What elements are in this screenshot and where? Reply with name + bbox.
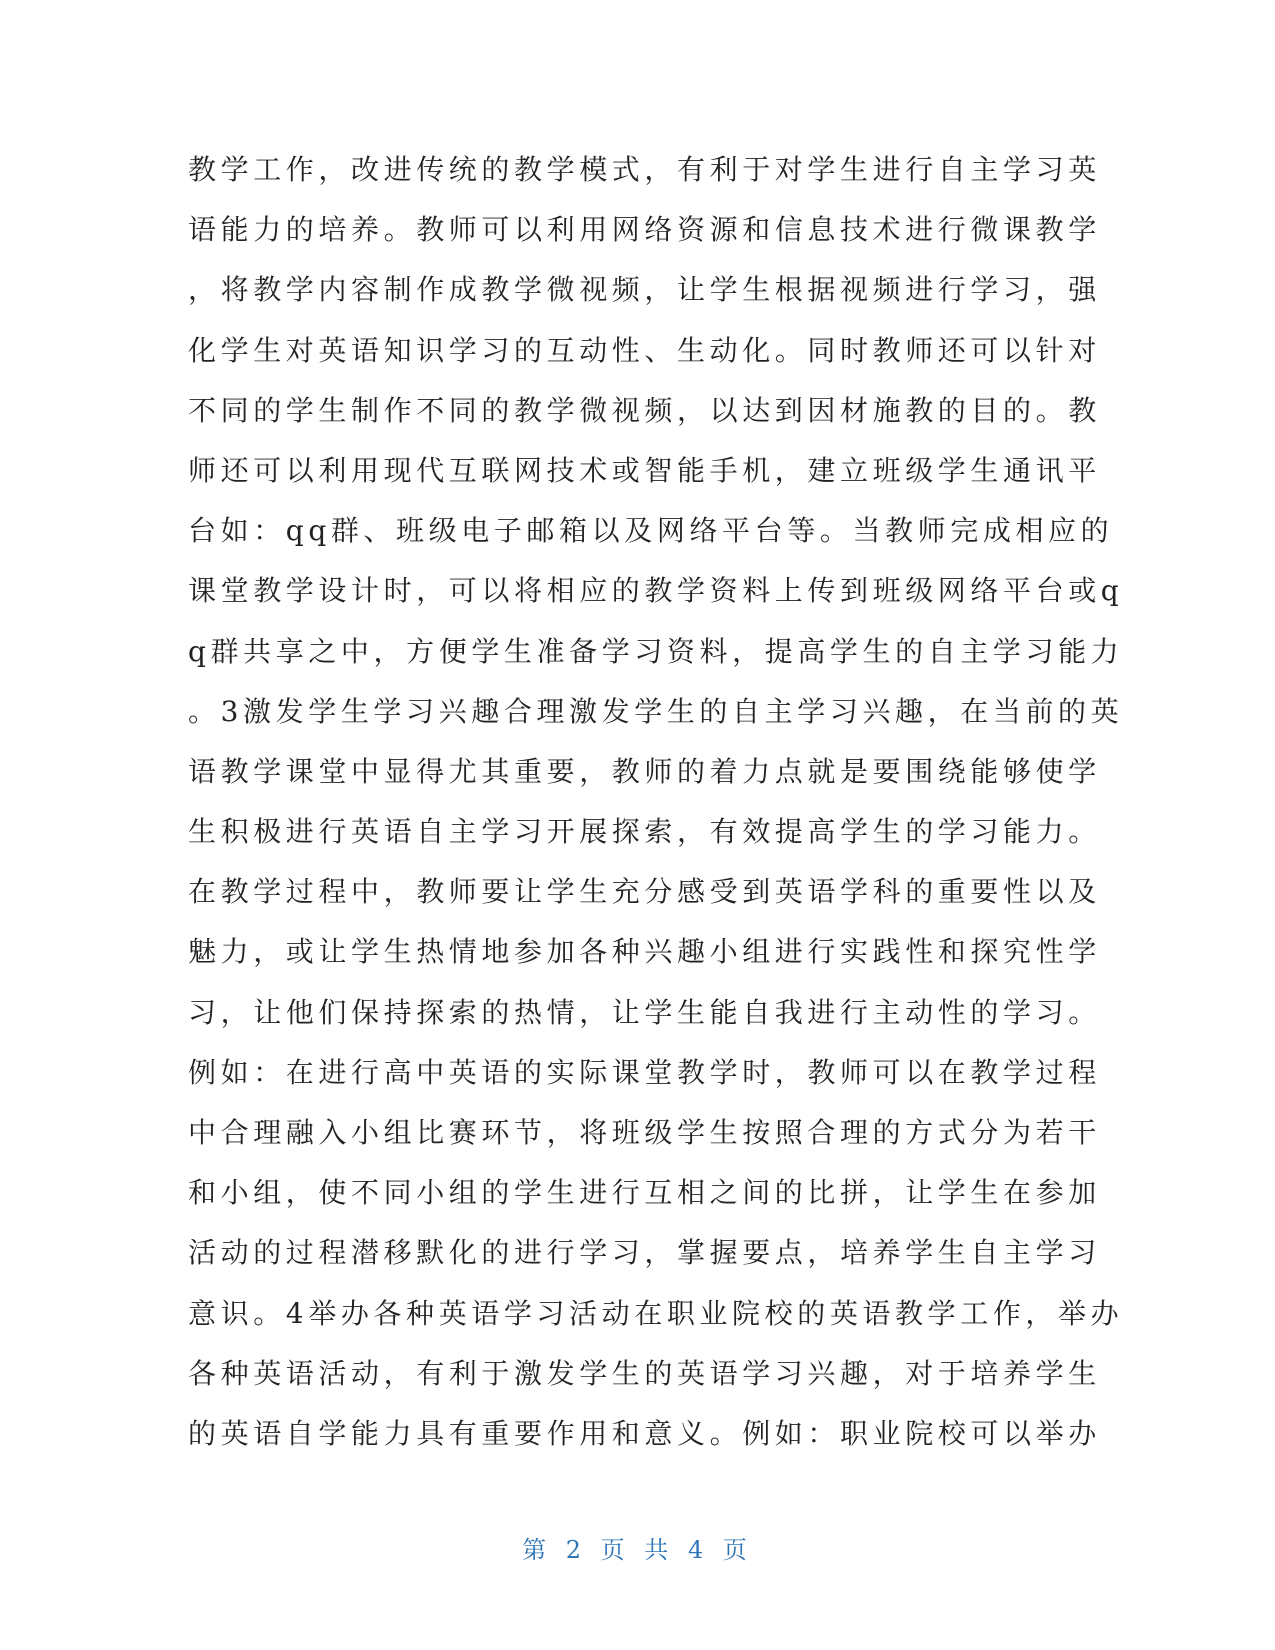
text-line: 生积极进行英语自主学习开展探索，有效提高学生的学习能力。 [188,815,1101,849]
text-line: 课堂教学设计时，可以将相应的教学资料上传到班级网络平台或q [188,574,1124,608]
text-line: 在教学过程中，教师要让学生充分感受到英语学科的重要性以及 [188,875,1101,909]
text-line: ，将教学内容制作成教学微视频，让学生根据视频进行学习，强 [188,273,1101,307]
text-line: 中合理融入小组比赛环节，将班级学生按照合理的方式分为若干 [188,1116,1101,1149]
text-line: 化学生对英语知识学习的互动性、生动化。同时教师还可以针对 [188,333,1101,367]
text-line: 的英语自学能力具有重要作用和意义。例如：职业院校可以举办 [188,1416,1101,1450]
page-number-footer: 第 2 页 共 4 页 [522,1536,753,1564]
text-line: 语教学课堂中显得尤其重要，教师的着力点就是要围绕能够使学 [188,754,1101,788]
text-line: 意识。4举办各种英语学习活动在职业院校的英语教学工作，举办 [188,1296,1124,1330]
text-line: 台如：qq群、班级电子邮箱以及网络平台等。当教师完成相应的 [188,514,1114,548]
text-line: 教学工作，改进传统的教学模式，有利于对学生进行自主学习英 [188,153,1101,186]
text-line: 活动的过程潜移默化的进行学习，掌握要点，培养学生自主学习 [188,1236,1101,1270]
text-line: q群共享之中，方便学生准备学习资料，提高学生的自主学习能力 [188,634,1124,668]
text-line: 习，让他们保持探索的热情，让学生能自我进行主动性的学习。 [188,995,1101,1029]
text-line: 魅力，或让学生热情地参加各种兴趣小组进行实践性和探究性学 [188,935,1101,969]
text-line: 各种英语活动，有利于激发学生的英语学习兴趣，对于培养学生 [188,1356,1101,1390]
text-line: 师还可以利用现代互联网技术或智能手机，建立班级学生通讯平 [188,453,1101,487]
text-line: 语能力的培养。教师可以利用网络资源和信息技术进行微课教学 [188,213,1101,247]
body-text [188,140,1124,1464]
text-line: 。3激发学生学习兴趣合理激发学生的自主学习兴趣，在当前的英 [188,694,1124,728]
text-line: 和小组，使不同小组的学生进行互相之间的比拼，让学生在参加 [188,1176,1101,1210]
text-line: 例如：在进行高中英语的实际课堂教学时，教师可以在教学过程 [188,1055,1101,1089]
text-line: 不同的学生制作不同的教学微视频，以达到因材施教的目的。教 [188,393,1101,427]
